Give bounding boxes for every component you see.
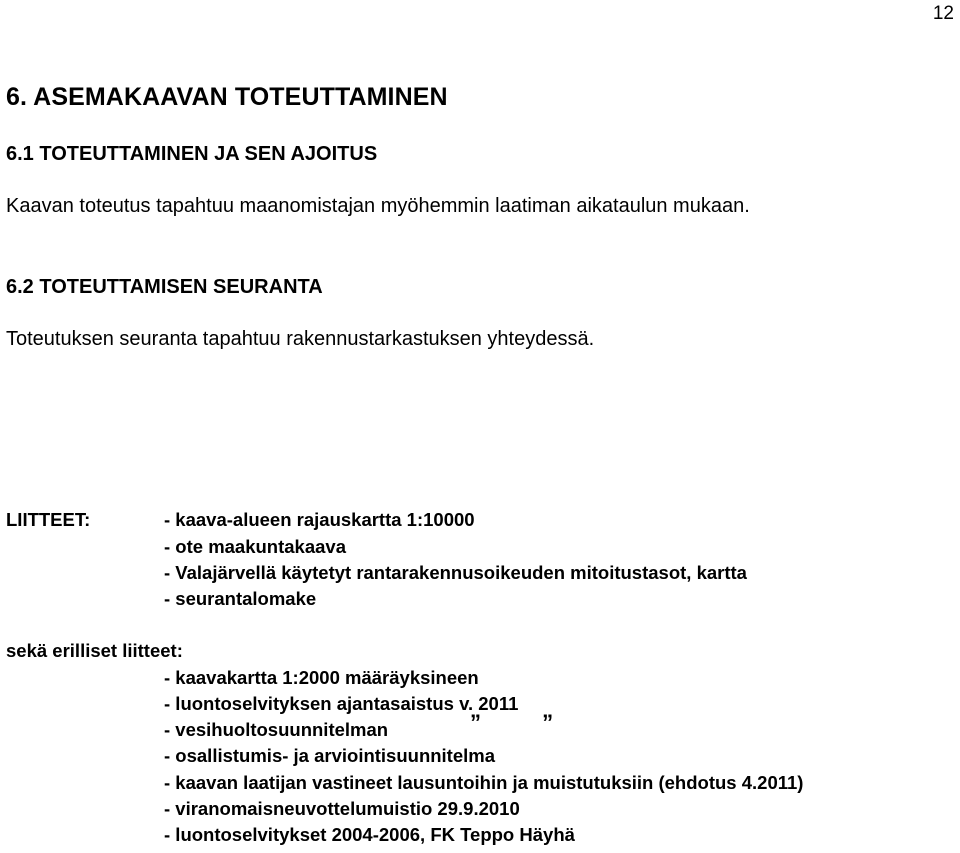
subsection-1-text: Kaavan toteutus tapahtuu maanomistajan myöhemmin laatiman aikataulun mukaan.: [6, 195, 750, 217]
attachments-label: LIITTEET:: [6, 509, 91, 530]
separate-attachment-item: - kaavakartta 1:2000 määräyksineen: [164, 667, 479, 688]
separate-attachment-item: - luontoselvitykset 2004-2006, FK Teppo Häyhä: [164, 824, 575, 845]
separate-attachment-item: - vesihuoltosuunnitelman: [164, 719, 389, 740]
subsection-2-text: Toteutuksen seuranta tapahtuu rakennustarkastuksen yhteydessä.: [6, 328, 595, 350]
attachment-item: - kaava-alueen rajauskartta 1:10000: [164, 509, 475, 530]
subsection-1-title: 6.1 TOTEUTTAMINEN JA SEN AJOITUS: [6, 143, 378, 165]
attachment-item: - Valajärvellä käytetyt rantarakennusoikeuden mitoitustasot, kartta: [164, 562, 747, 583]
separate-attachment-item: - luontoselvityksen ajantasaistus v. 2011: [164, 693, 519, 714]
separate-attachment-item: - viranomaisneuvottelumuistio 29.9.2010: [164, 798, 520, 819]
separate-attachment-item: - kaavan laatijan vastineet lausuntoihin ja muistutuksiin (ehdotus 4.2011): [164, 772, 804, 793]
page-number: 12: [932, 3, 954, 24]
separate-attachments-label: sekä erilliset liitteet:: [6, 640, 183, 661]
separate-attachment-item: - osallistumis- ja arviointisuunnitelma: [164, 745, 496, 766]
attachment-item: - ote maakuntakaava: [164, 536, 347, 557]
ditto-marks: ” ”: [470, 710, 554, 735]
section-title: 6. ASEMAKAAVAN TOTEUTTAMINEN: [6, 83, 448, 111]
attachment-item: - seurantalomake: [164, 588, 317, 609]
subsection-2-title: 6.2 TOTEUTTAMISEN SEURANTA: [6, 276, 323, 298]
